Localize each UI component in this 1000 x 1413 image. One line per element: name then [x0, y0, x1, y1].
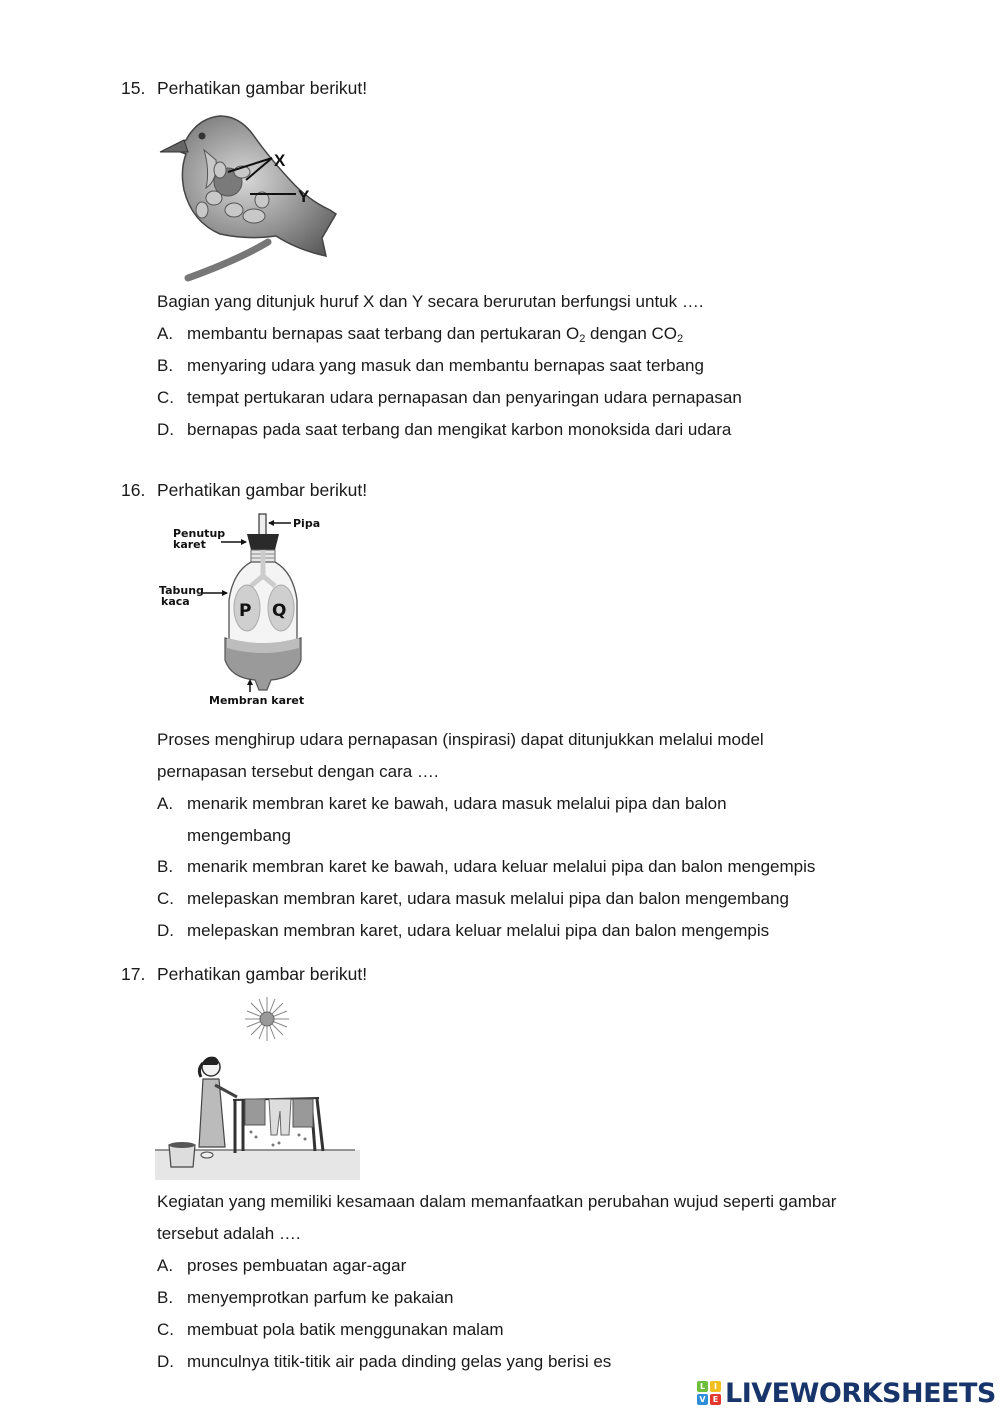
option-text: tempat pertukaran udara pernapasan dan penyaringan udara pernapasan	[187, 388, 742, 407]
question-heading-text: Perhatikan gambar berikut!	[157, 964, 368, 984]
svg-text:Penutup: Penutup	[173, 527, 226, 540]
svg-text:karet: karet	[173, 538, 206, 551]
question-16-option-d[interactable]	[157, 915, 769, 947]
drying-clothes-figure	[155, 995, 360, 1180]
bird-respiratory-figure	[158, 110, 348, 282]
question-heading-text: Perhatikan gambar berikut!	[157, 78, 368, 98]
option-letter: D.	[157, 1352, 174, 1371]
option-text: bernapas pada saat terbang dan mengikat karbon monoksida dari udara	[187, 420, 732, 439]
option-text: membantu bernapas saat terbang dan pertukaran $O_2$ dengan $CO_2$	[187, 324, 684, 345]
question-17-heading	[121, 964, 367, 985]
question-17-option-a[interactable]	[157, 1250, 406, 1282]
svg-text:kaca: kaca	[161, 595, 190, 608]
logo-icon: L I V E	[697, 1381, 721, 1405]
label-y: Y	[298, 187, 310, 206]
option-text: menarik membran karet ke bawah, udara masuk melalui pipa dan balon mengembang	[187, 794, 727, 845]
option-text: menyaring udara yang masuk dan membantu bernapas saat terbang	[187, 356, 704, 375]
option-letter: A.	[157, 1256, 174, 1275]
question-heading-text: Perhatikan gambar berikut!	[157, 480, 368, 500]
option-text: melepaskan membran karet, udara keluar melalui pipa dan balon mengempis	[187, 921, 770, 940]
option-text: munculnya titik-titik air pada dinding gelas yang berisi es	[187, 1352, 612, 1371]
option-letter: C.	[157, 1320, 174, 1339]
option-text: membuat pola batik menggunakan malam	[187, 1320, 504, 1339]
question-number: 16.	[121, 480, 146, 500]
option-letter: B.	[157, 857, 174, 876]
question-17-option-d[interactable]	[157, 1346, 611, 1378]
option-letter: C.	[157, 388, 174, 407]
option-letter: D.	[157, 420, 174, 439]
option-text: proses pembuatan agar-agar	[187, 1256, 407, 1275]
question-16-stem: Proses menghirup udara pernapasan (inspirasi) dapat ditunjukkan melalui model pernapasan tersebut dengan cara ….	[157, 730, 764, 781]
svg-text:Tabung: Tabung	[159, 584, 204, 597]
question-16-option-b[interactable]	[157, 851, 815, 883]
question-17-option-b[interactable]	[157, 1282, 453, 1314]
question-15-stem: Bagian yang ditunjuk huruf X dan Y secara berurutan berfungsi untuk ….	[157, 292, 704, 311]
question-16-heading	[121, 480, 367, 501]
logo-text: LIVEWORKSHEETS	[725, 1377, 996, 1409]
question-15-heading	[121, 78, 367, 99]
option-letter: C.	[157, 889, 174, 908]
option-letter: B.	[157, 356, 174, 375]
option-text: melepaskan membran karet, udara masuk melalui pipa dan balon mengembang	[187, 889, 789, 908]
question-16-option-c[interactable]	[157, 883, 789, 915]
question-17-stem: Kegiatan yang memiliki kesamaan dalam memanfaatkan perubahan wujud seperti gambar tersebut adalah ….	[157, 1192, 837, 1243]
question-number: 15.	[121, 78, 146, 98]
liveworksheets-logo[interactable]	[697, 1378, 996, 1408]
svg-text:Q: Q	[272, 601, 287, 621]
option-letter: B.	[157, 1288, 174, 1307]
label-x: X	[274, 151, 286, 170]
option-text: menarik membran karet ke bawah, udara keluar melalui pipa dan balon mengempis	[187, 857, 816, 876]
question-number: 17.	[121, 964, 146, 984]
question-16-option-a[interactable]	[157, 788, 787, 852]
option-letter: A.	[157, 794, 174, 813]
lung-model-figure	[155, 510, 335, 708]
svg-text:Pipa: Pipa	[293, 517, 321, 530]
question-15-option-d[interactable]	[157, 414, 731, 446]
option-text: menyemprotkan parfum ke pakaian	[187, 1288, 454, 1307]
question-15-option-b[interactable]	[157, 350, 704, 382]
question-15-option-c[interactable]	[157, 382, 742, 414]
svg-text:Membran karet: Membran karet	[209, 694, 305, 707]
option-letter: A.	[157, 324, 174, 343]
svg-text:P: P	[239, 601, 252, 621]
question-17-option-c[interactable]	[157, 1314, 504, 1346]
option-letter: D.	[157, 921, 174, 940]
